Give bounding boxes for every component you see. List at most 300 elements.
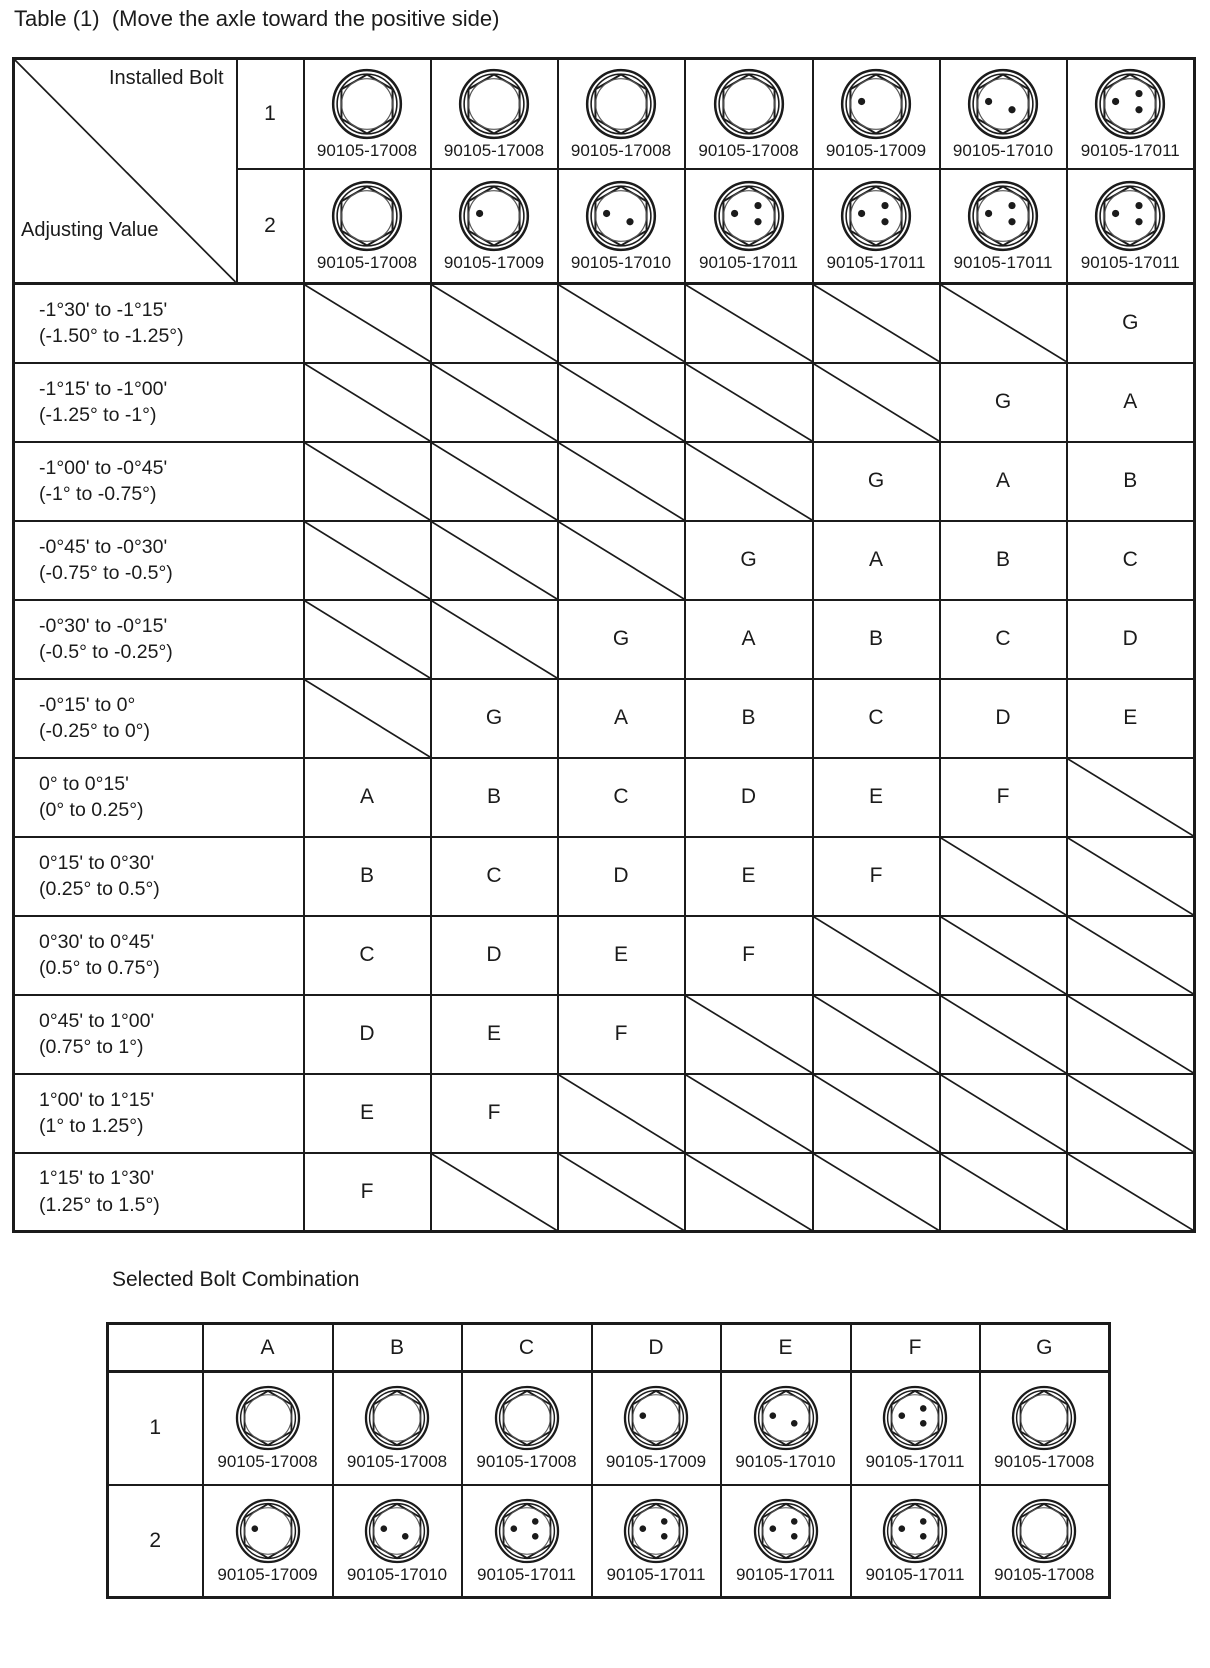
range-degrees: (-1.50° to -1.25°) — [39, 325, 184, 348]
adjusting-range-cell — [14, 758, 304, 837]
combination-column-header: C — [462, 1324, 592, 1372]
combination-letter-cell: G — [1067, 284, 1195, 363]
not-applicable-cell — [558, 284, 685, 363]
hex-bolt-icon — [585, 68, 657, 140]
combination-letter-cell: D — [940, 679, 1067, 758]
range-degrees: (0.5° to 0.75°) — [39, 957, 160, 979]
combination-letter-cell: B — [431, 758, 558, 837]
bolt-cell — [304, 59, 431, 169]
bolt-cell — [462, 1485, 592, 1598]
bolt-cell — [558, 59, 685, 169]
not-applicable-cell — [558, 521, 685, 600]
range-minutes: 0°45' to 1°00' — [39, 1009, 155, 1032]
not-applicable-cell — [304, 442, 431, 521]
adjusting-value-row — [14, 837, 1195, 916]
diagonal-slash — [814, 996, 939, 1073]
bolt-cell — [431, 169, 558, 284]
bolt-part-number: 90105-17008 — [316, 252, 418, 272]
not-applicable-cell — [558, 1074, 685, 1153]
selected-bolt-row — [108, 1485, 1110, 1598]
hex-bolt-icon — [713, 180, 785, 252]
grade-dot — [790, 1518, 797, 1525]
adjusting-value-row — [14, 363, 1195, 442]
combination-letter-cell: A — [304, 758, 431, 837]
adjusting-range-cell — [14, 600, 304, 679]
range-minutes: -1°00' to -0°45' — [39, 456, 168, 479]
combination-letter-cell: G — [558, 600, 685, 679]
grade-dot — [985, 98, 992, 105]
combination-column-header: D — [592, 1324, 721, 1372]
hex-bolt-icon — [1094, 180, 1166, 252]
bolt-cell — [940, 169, 1067, 284]
diagonal-slash — [941, 917, 1066, 994]
diagonal-slash — [559, 522, 684, 599]
combination-letter-cell: B — [813, 600, 940, 679]
bolt-cell — [851, 1372, 980, 1485]
combination-letter-cell: B — [1067, 442, 1195, 521]
range-degrees: (-1.25° to -1°) — [39, 404, 157, 426]
not-applicable-cell — [685, 1074, 813, 1153]
combination-letter-cell: G — [685, 521, 813, 600]
bolt-part-number: 90105-17008 — [994, 1452, 1095, 1472]
diagonal-slash — [686, 1154, 812, 1231]
combination-letter-cell: F — [685, 916, 813, 995]
hex-bolt-icon — [235, 1385, 301, 1451]
adjusting-value-row — [14, 521, 1195, 600]
bolt-cell — [980, 1485, 1110, 1598]
not-applicable-cell — [1067, 916, 1195, 995]
adjusting-range-cell — [14, 521, 304, 600]
range-minutes: -1°30' to -1°15' — [39, 298, 168, 321]
hex-bolt-icon — [882, 1498, 948, 1564]
bolt-part-number: 90105-17008 — [476, 1452, 577, 1472]
range-degrees: (-1° to -0.75°) — [39, 483, 157, 505]
range-minutes: 0°15' to 0°30' — [39, 851, 155, 874]
not-applicable-cell — [813, 995, 940, 1074]
bolt-cell — [813, 59, 940, 169]
selected-bolt-row — [108, 1372, 1110, 1485]
bolt-part-number: 90105-17009 — [217, 1564, 318, 1584]
grade-dot — [640, 1413, 647, 1420]
not-applicable-cell — [940, 916, 1067, 995]
diagonal-slash — [432, 443, 557, 520]
range-minutes: -0°30' to -0°15' — [39, 614, 168, 637]
diagonal-slash — [814, 1075, 939, 1152]
combination-letter-cell: A — [940, 442, 1067, 521]
adjusting-range-cell — [14, 284, 304, 363]
combination-letter-cell: A — [558, 679, 685, 758]
grade-dot — [769, 1525, 776, 1532]
diagonal-slash — [941, 285, 1066, 362]
combination-letter-cell: F — [304, 1153, 431, 1232]
combination-letter-cell: D — [685, 758, 813, 837]
range-minutes: -0°45' to -0°30' — [39, 535, 168, 558]
hex-bolt-icon — [713, 68, 785, 140]
not-applicable-cell — [558, 442, 685, 521]
not-applicable-cell — [1067, 995, 1195, 1074]
grade-dot — [476, 210, 483, 217]
diagonal-slash — [814, 1154, 939, 1231]
diagonal-slash — [432, 601, 557, 678]
diagonal-slash — [432, 285, 557, 362]
grade-dot — [510, 1525, 517, 1532]
diagonal-slash — [686, 1075, 812, 1152]
combination-letter-cell: C — [1067, 521, 1195, 600]
diagonal-slash — [305, 680, 430, 757]
bolt-part-number: 90105-17011 — [826, 252, 926, 272]
hex-bolt-icon — [458, 180, 530, 252]
not-applicable-cell — [558, 1153, 685, 1232]
combination-letter-cell: B — [940, 521, 1067, 600]
bolt-cell — [685, 169, 813, 284]
bolt-cell — [431, 59, 558, 169]
bolt-part-number: 90105-17009 — [605, 1452, 707, 1472]
hex-bolt-icon — [882, 1385, 948, 1451]
diagonal-slash — [559, 285, 684, 362]
grade-dot — [1008, 106, 1015, 113]
not-applicable-cell — [685, 995, 813, 1074]
bolt-cell — [333, 1372, 462, 1485]
not-applicable-cell — [431, 284, 558, 363]
combination-column-header: F — [851, 1324, 980, 1372]
bolt-cell — [1067, 59, 1195, 169]
bolt-cell — [558, 169, 685, 284]
not-applicable-cell — [431, 1153, 558, 1232]
range-degrees: (0° to 0.25°) — [39, 799, 144, 821]
bolt-position-number: 1 — [237, 59, 304, 169]
range-minutes: 1°00' to 1°15' — [39, 1088, 155, 1111]
bolt-cell — [333, 1485, 462, 1598]
not-applicable-cell — [685, 1153, 813, 1232]
not-applicable-cell — [685, 442, 813, 521]
grade-dot — [1112, 210, 1119, 217]
grade-dot — [920, 1405, 927, 1412]
combination-header-row — [108, 1324, 1110, 1372]
adjusting-range-cell — [14, 679, 304, 758]
not-applicable-cell — [1067, 837, 1195, 916]
diagonal-slash — [1068, 917, 1194, 994]
range-minutes: 0° to 0°15' — [39, 772, 129, 795]
grade-dot — [1136, 106, 1143, 113]
bolt-part-number: 90105-17010 — [346, 1564, 448, 1584]
combination-letter-cell: C — [304, 916, 431, 995]
bolt-part-number: 90105-17011 — [477, 1564, 576, 1584]
diagonal-slash — [305, 522, 430, 599]
hex-bolt-icon — [623, 1498, 689, 1564]
not-applicable-cell — [940, 1074, 1067, 1153]
hex-bolt-icon — [585, 180, 657, 252]
bolt-part-number: 90105-17011 — [865, 1452, 965, 1472]
table2-title: Selected Bolt Combination — [112, 1268, 360, 1291]
grade-dot — [402, 1533, 409, 1540]
combination-letter-cell: A — [1067, 363, 1195, 442]
grade-dot — [754, 202, 761, 209]
diagonal-slash — [1068, 1154, 1194, 1231]
corner-diagonal-line — [15, 60, 236, 282]
installed-bolt-label: Installed Bolt — [108, 67, 224, 89]
grade-dot — [640, 1525, 647, 1532]
range-minutes: 0°30' to 0°45' — [39, 930, 155, 953]
grade-dot — [731, 210, 738, 217]
grade-dot — [858, 210, 865, 217]
diagonal-slash — [305, 443, 430, 520]
range-degrees: (1° to 1.25°) — [39, 1115, 144, 1137]
combination-letter-cell: E — [1067, 679, 1195, 758]
not-applicable-cell — [304, 284, 431, 363]
grade-dot — [1136, 90, 1143, 97]
adjusting-range-cell — [14, 837, 304, 916]
diagonal-slash — [941, 838, 1066, 915]
not-applicable-cell — [940, 284, 1067, 363]
combination-letter-cell: G — [813, 442, 940, 521]
selected-bolt-combination-table — [106, 1322, 1111, 1599]
bolt-cell — [462, 1372, 592, 1485]
bolt-part-number: 90105-17008 — [443, 140, 545, 160]
hex-bolt-icon — [840, 180, 912, 252]
diagonal-slash — [1068, 996, 1194, 1073]
combination-letter-cell: D — [431, 916, 558, 995]
hex-bolt-icon — [967, 68, 1039, 140]
corner-header-cell — [14, 59, 237, 284]
range-minutes: -0°15' to 0° — [39, 693, 136, 716]
bolt-part-number: 90105-17008 — [316, 140, 418, 160]
range-degrees: (-0.5° to -0.25°) — [39, 641, 173, 663]
grade-dot — [858, 98, 865, 105]
adjusting-range-cell — [14, 363, 304, 442]
combination-letter-cell: E — [813, 758, 940, 837]
combination-letter-cell: F — [431, 1074, 558, 1153]
hex-bolt-icon — [494, 1385, 560, 1451]
bolt-cell — [203, 1485, 333, 1598]
grade-dot — [881, 202, 888, 209]
hex-bolt-icon — [331, 180, 403, 252]
combination-letter-cell: C — [431, 837, 558, 916]
grade-dot — [1112, 98, 1119, 105]
not-applicable-cell — [304, 363, 431, 442]
grade-dot — [381, 1525, 388, 1532]
combination-letter-cell: F — [558, 995, 685, 1074]
not-applicable-cell — [813, 1074, 940, 1153]
bolt-part-number: 90105-17010 — [735, 1452, 836, 1472]
diagonal-slash — [432, 522, 557, 599]
bolt-cell — [203, 1372, 333, 1485]
combination-letter-cell: C — [813, 679, 940, 758]
diagonal-slash — [941, 1075, 1066, 1152]
combination-letter-cell: B — [685, 679, 813, 758]
diagonal-slash — [305, 285, 430, 362]
grade-dot — [531, 1533, 538, 1540]
not-applicable-cell — [813, 284, 940, 363]
adjusting-value-row — [14, 679, 1195, 758]
not-applicable-cell — [813, 1153, 940, 1232]
bolt-part-number: 90105-17011 — [699, 252, 798, 272]
diagonal-slash — [1068, 838, 1194, 915]
range-minutes: 1°15' to 1°30' — [39, 1167, 155, 1190]
bolt-cell — [980, 1372, 1110, 1485]
bolt-part-number: 90105-17008 — [698, 140, 799, 160]
grade-dot — [1008, 218, 1015, 225]
diagonal-slash — [814, 364, 939, 441]
adjusting-range-cell — [14, 442, 304, 521]
grade-dot — [626, 218, 633, 225]
diagonal-slash — [305, 601, 430, 678]
bolt-part-number: 90105-17011 — [865, 1564, 965, 1584]
hex-bolt-icon — [1011, 1498, 1077, 1564]
combination-letter-cell: E — [431, 995, 558, 1074]
not-applicable-cell — [431, 521, 558, 600]
grade-dot — [985, 210, 992, 217]
diagonal-slash — [559, 443, 684, 520]
combination-letter-cell: E — [685, 837, 813, 916]
hex-bolt-icon — [235, 1498, 301, 1564]
adjusting-value-row — [14, 600, 1195, 679]
bolt-part-number: 90105-17008 — [217, 1452, 318, 1472]
grade-dot — [1136, 202, 1143, 209]
not-applicable-cell — [1067, 1153, 1195, 1232]
hex-bolt-icon — [458, 68, 530, 140]
diagonal-slash — [686, 996, 812, 1073]
not-applicable-cell — [1067, 758, 1195, 837]
grade-dot — [899, 1525, 906, 1532]
combination-letter-cell: D — [304, 995, 431, 1074]
combination-letter-cell: G — [431, 679, 558, 758]
diagonal-slash — [686, 285, 812, 362]
installed-bolt-table — [12, 57, 1196, 1233]
combination-letter-cell: E — [558, 916, 685, 995]
grade-dot — [1136, 218, 1143, 225]
combination-column-header: A — [203, 1324, 333, 1372]
grade-dot — [790, 1420, 797, 1427]
grade-dot — [920, 1518, 927, 1525]
adjusting-value-row — [14, 1153, 1195, 1232]
not-applicable-cell — [431, 363, 558, 442]
diagonal-slash — [1068, 759, 1194, 836]
table1-title: Table (1) (Move the axle toward the positive side) — [14, 6, 500, 31]
range-degrees: (0.75° to 1°) — [39, 1036, 144, 1058]
combination-letter-cell: C — [940, 600, 1067, 679]
grade-dot — [790, 1533, 797, 1540]
not-applicable-cell — [685, 363, 813, 442]
range-degrees: (1.25° to 1.5°) — [39, 1193, 160, 1216]
adjusting-range-cell — [14, 916, 304, 995]
range-degrees: (-0.75° to -0.5°) — [39, 562, 173, 584]
hex-bolt-icon — [623, 1385, 689, 1451]
not-applicable-cell — [431, 600, 558, 679]
adjusting-value-row — [14, 916, 1195, 995]
bolt-cell — [813, 169, 940, 284]
range-degrees: (-0.25° to 0°) — [39, 720, 150, 742]
bolt-cell — [304, 169, 431, 284]
bolt-position-number: 1 — [108, 1372, 203, 1485]
bolt-part-number: 90105-17009 — [443, 252, 545, 272]
combination-column-header: B — [333, 1324, 462, 1372]
not-applicable-cell — [1067, 1074, 1195, 1153]
grade-dot — [1008, 202, 1015, 209]
diagonal-slash — [559, 1154, 684, 1231]
combination-letter-cell: D — [558, 837, 685, 916]
bolt-part-number: 90105-17011 — [953, 252, 1053, 272]
adjusting-range-cell — [14, 995, 304, 1074]
combination-column-header: E — [721, 1324, 851, 1372]
adjusting-value-row — [14, 284, 1195, 363]
combination-letter-cell: B — [304, 837, 431, 916]
diagonal-slash — [941, 1154, 1066, 1231]
combination-letter-cell: A — [685, 600, 813, 679]
adjusting-value-row — [14, 758, 1195, 837]
adjusting-value-row — [14, 1074, 1195, 1153]
diagonal-slash — [814, 917, 939, 994]
combination-letter-cell: E — [304, 1074, 431, 1153]
hex-bolt-icon — [494, 1498, 560, 1564]
adjusting-range-cell — [14, 1074, 304, 1153]
not-applicable-cell — [940, 1153, 1067, 1232]
adjusting-value-label: Adjusting Value — [21, 219, 159, 241]
blank-corner-cell — [108, 1324, 203, 1372]
bolt-cell — [592, 1372, 721, 1485]
combination-letter-cell: A — [813, 521, 940, 600]
combination-letter-cell: F — [813, 837, 940, 916]
not-applicable-cell — [304, 521, 431, 600]
bolt-cell — [592, 1485, 721, 1598]
combination-letter-cell: C — [558, 758, 685, 837]
hex-bolt-icon — [364, 1385, 430, 1451]
diagonal-slash — [559, 364, 684, 441]
diagonal-slash — [305, 364, 430, 441]
bolt-cell — [940, 59, 1067, 169]
hex-bolt-icon — [840, 68, 912, 140]
diagonal-slash — [432, 364, 557, 441]
bolt-position-number: 2 — [108, 1485, 203, 1598]
grade-dot — [661, 1518, 668, 1525]
bolt-part-number: 90105-17008 — [346, 1452, 448, 1472]
not-applicable-cell — [304, 600, 431, 679]
diagonal-slash — [1068, 1075, 1194, 1152]
adjusting-value-row — [14, 442, 1195, 521]
bolt-part-number: 90105-17011 — [1080, 252, 1180, 272]
bolt-cell — [851, 1485, 980, 1598]
hex-bolt-icon — [331, 68, 403, 140]
not-applicable-cell — [940, 837, 1067, 916]
not-applicable-cell — [813, 916, 940, 995]
bolt-cell — [721, 1372, 851, 1485]
hex-bolt-icon — [753, 1385, 819, 1451]
bolt-part-number: 90105-17011 — [606, 1564, 706, 1584]
combination-letter-cell: G — [940, 363, 1067, 442]
bolt-part-number: 90105-17009 — [825, 140, 927, 160]
bolt-part-number: 90105-17008 — [570, 140, 672, 160]
diagonal-slash — [686, 443, 812, 520]
grade-dot — [881, 218, 888, 225]
bolt-part-number: 90105-17011 — [736, 1564, 835, 1584]
combination-letter-cell: D — [1067, 600, 1195, 679]
diagonal-slash — [814, 285, 939, 362]
diagonal-slash — [686, 364, 812, 441]
bolt-part-number: 90105-17011 — [1080, 140, 1180, 160]
not-applicable-cell — [304, 679, 431, 758]
combination-column-header: G — [980, 1324, 1110, 1372]
range-minutes: -1°15' to -1°00' — [39, 377, 168, 400]
bolt-cell — [721, 1485, 851, 1598]
bolt-cell — [1067, 169, 1195, 284]
bolt-part-number: 90105-17010 — [570, 252, 672, 272]
not-applicable-cell — [813, 363, 940, 442]
grade-dot — [769, 1413, 776, 1420]
hex-bolt-icon — [967, 180, 1039, 252]
adjusting-value-row — [14, 995, 1195, 1074]
grade-dot — [251, 1525, 258, 1532]
bolt-cell — [685, 59, 813, 169]
diagonal-slash — [941, 996, 1066, 1073]
